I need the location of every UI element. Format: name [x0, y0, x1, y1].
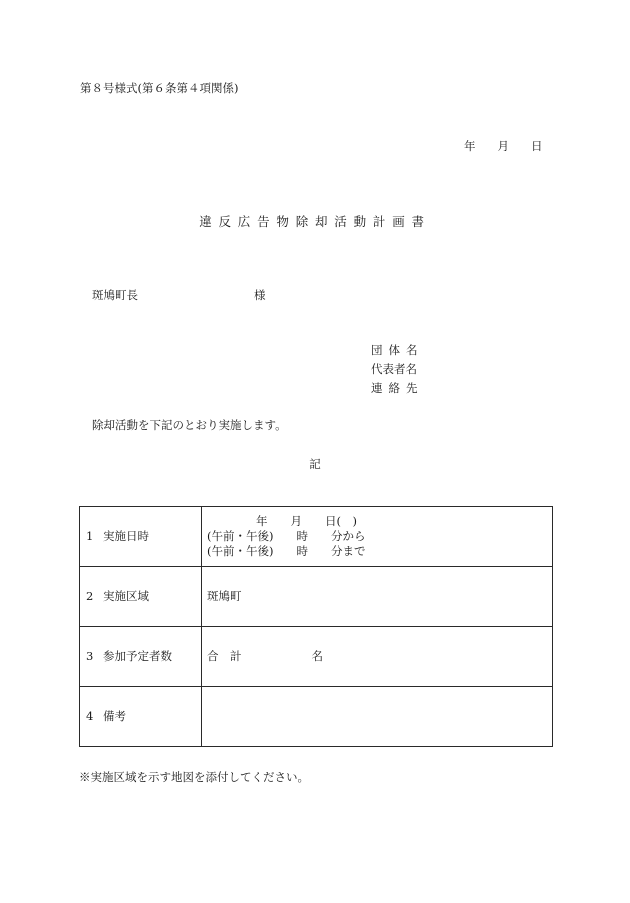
date-day-label: 日 — [531, 139, 543, 153]
row-label — [80, 567, 202, 627]
date-line — [464, 138, 543, 154]
addressee-name: 斑鳩町長 — [92, 288, 138, 302]
row-label-text: 参加予定者数 — [103, 649, 172, 663]
row-number: 1 — [86, 529, 94, 543]
intro-text: 除却活動を下記のとおり実施します。 — [92, 418, 287, 432]
representative-label: 代表者名 — [371, 362, 417, 376]
row-label — [80, 627, 202, 687]
participants-field[interactable] — [202, 627, 553, 687]
participants-unit: 名 — [311, 649, 323, 663]
row-label — [80, 507, 202, 567]
table-row — [80, 687, 553, 747]
date-month-label: 月 — [497, 139, 509, 153]
participants-total-label: 合 計 — [207, 649, 242, 663]
table-row — [80, 507, 553, 567]
contact-label: 連絡先 — [371, 381, 424, 395]
area-value: 斑鳩町 — [207, 589, 242, 603]
document-title: 違反広告物除却活動計画書 — [199, 214, 431, 229]
addressee-honorific: 様 — [254, 288, 266, 302]
form-number: 第８号様式(第６条第４項関係) — [80, 81, 239, 95]
datetime-start-line: (午前・午後) 時 分から — [207, 529, 366, 543]
row-label-text: 実施日時 — [103, 529, 149, 543]
datetime-end-line: (午前・午後) 時 分まで — [207, 544, 366, 558]
date-year-label: 年 — [464, 139, 476, 153]
remarks-field[interactable] — [202, 687, 553, 747]
row-number: 3 — [86, 649, 94, 663]
attachment-note: ※実施区域を示す地図を添付してください。 — [79, 770, 309, 784]
area-field[interactable] — [202, 567, 553, 627]
activity-table — [79, 506, 553, 747]
row-label — [80, 687, 202, 747]
ki-heading: 記 — [309, 457, 321, 471]
group-name-label: 団体名 — [371, 343, 424, 357]
row-label-text: 備考 — [103, 709, 126, 723]
table-row — [80, 567, 553, 627]
row-label-text: 実施区域 — [103, 589, 149, 603]
row-number: 4 — [86, 709, 94, 723]
datetime-date-line: 年 月 日( ) — [256, 514, 357, 528]
datetime-field[interactable] — [202, 507, 553, 567]
row-number: 2 — [86, 589, 94, 603]
table-row — [80, 627, 553, 687]
